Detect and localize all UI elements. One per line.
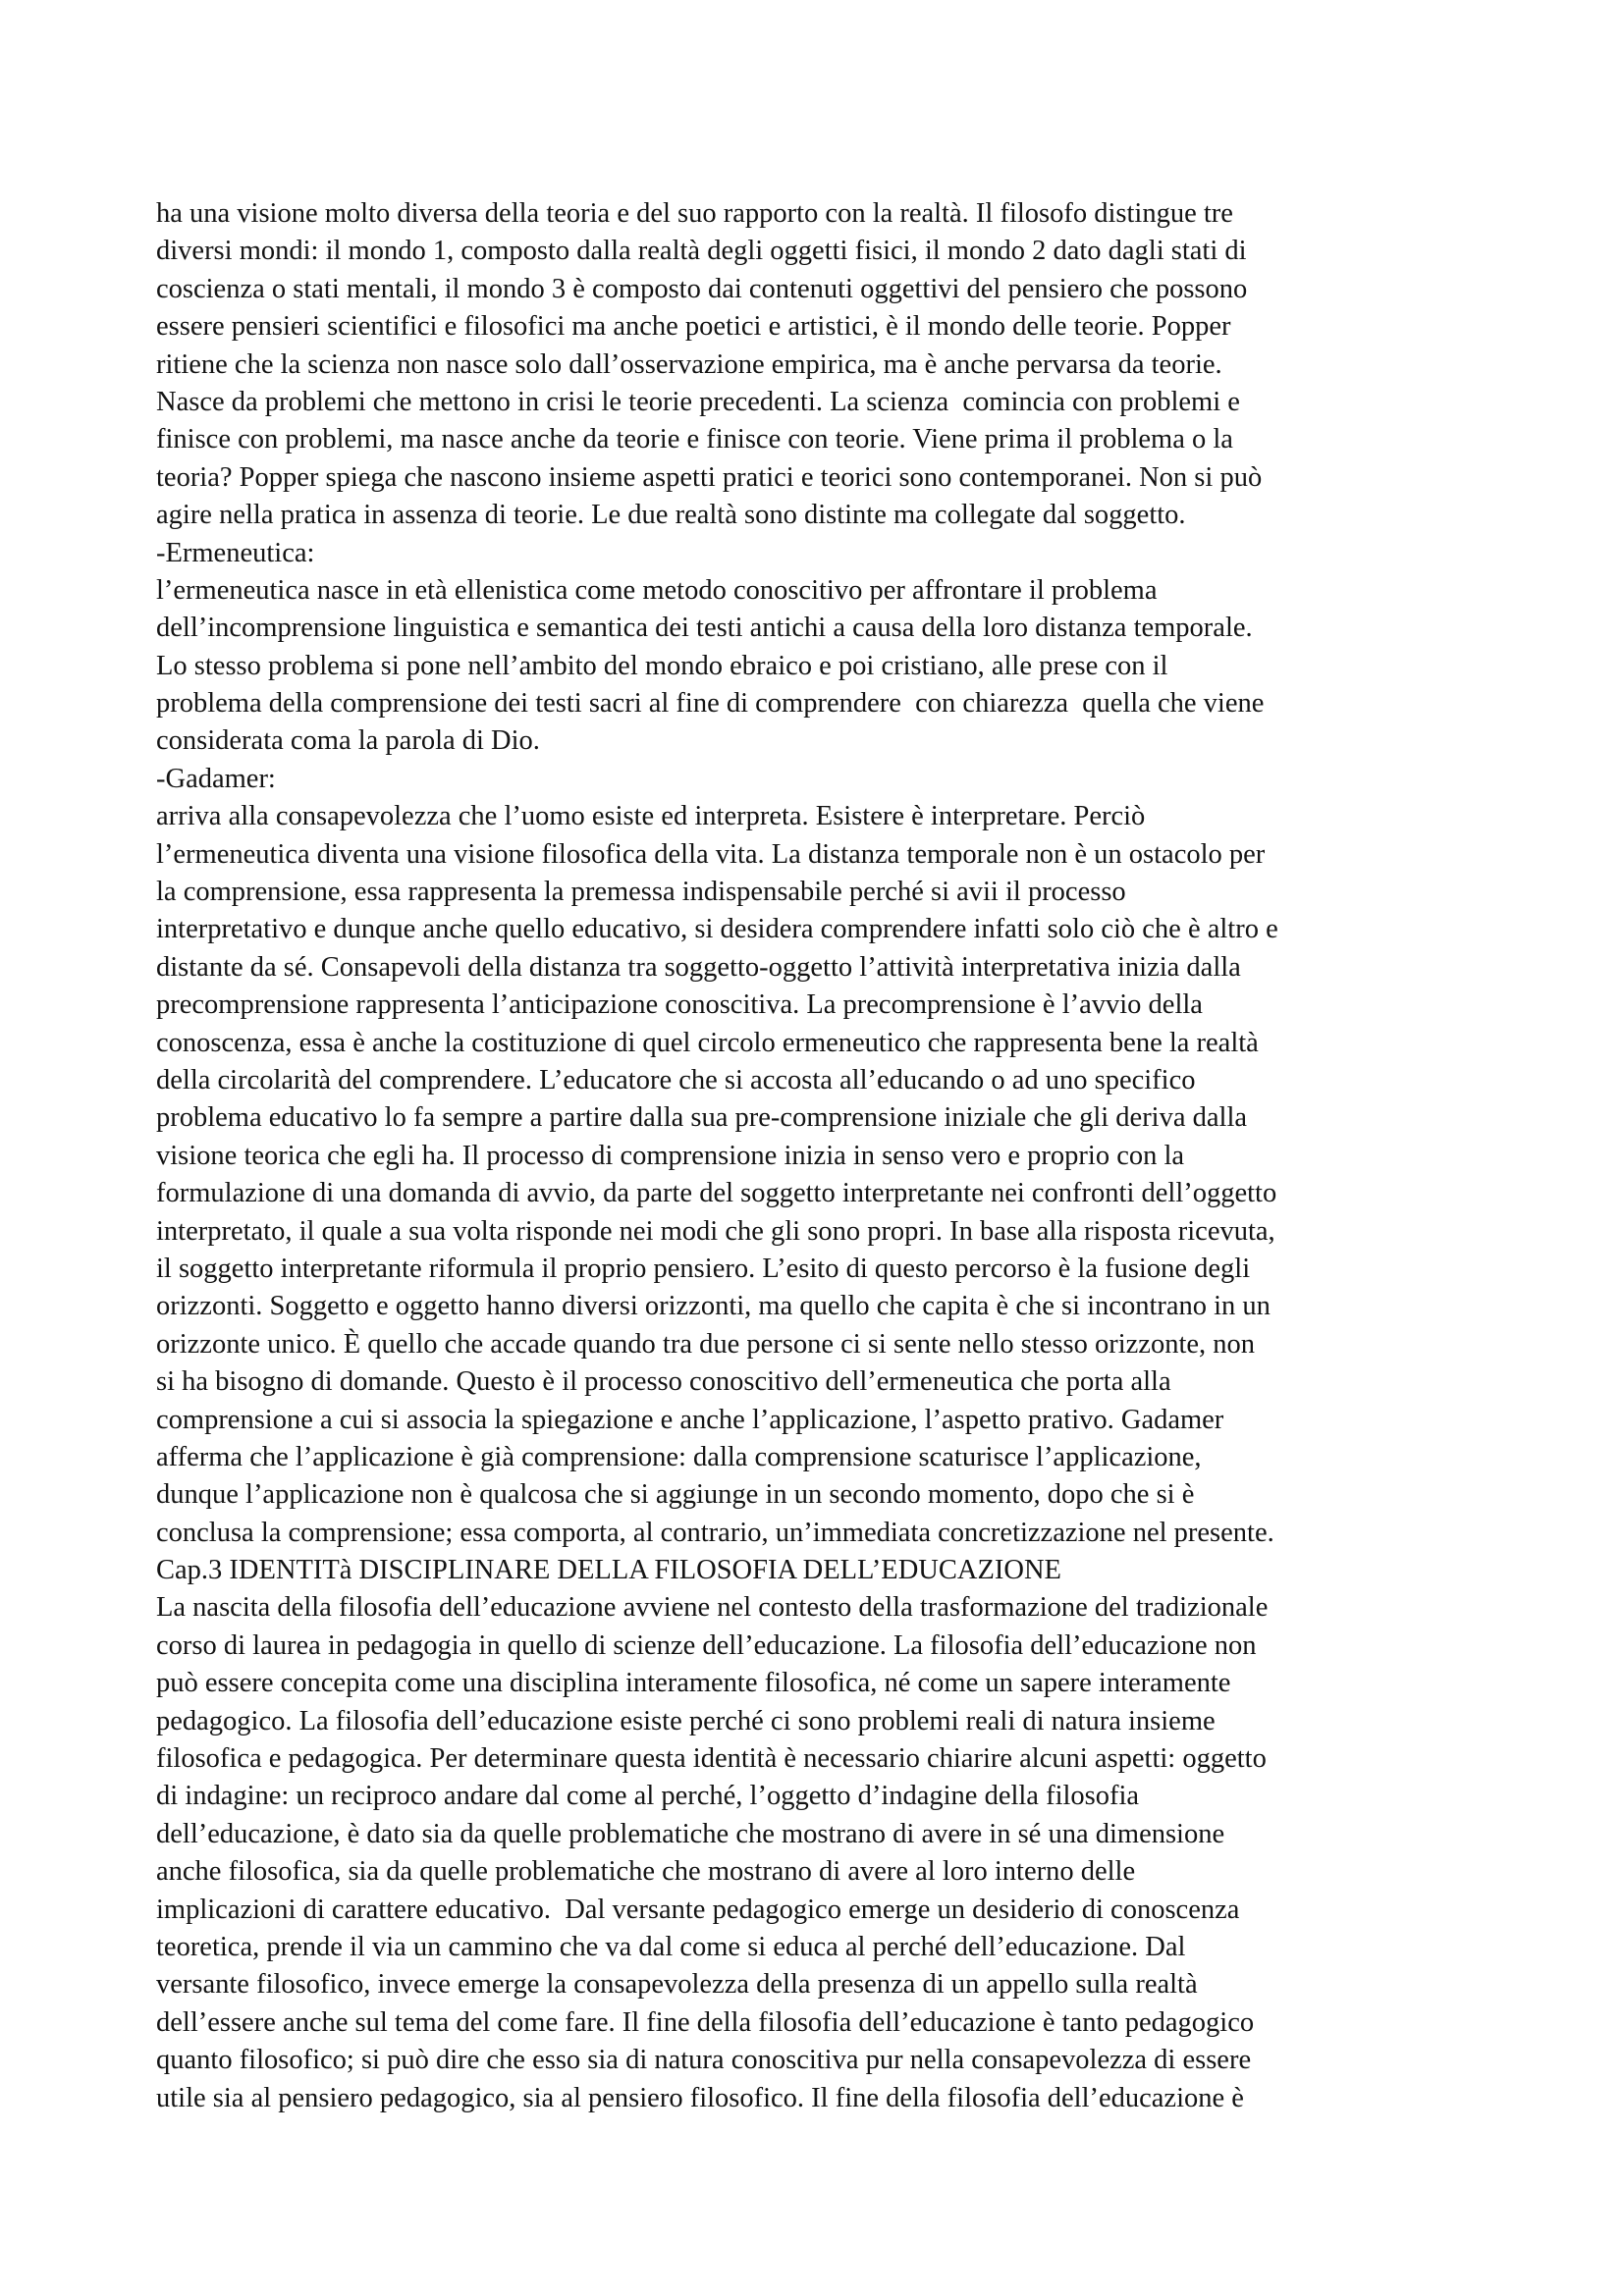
text-line: -Ermeneutica:	[156, 537, 315, 568]
text-line: agire nella pratica in assenza di teorie. Le due realtà sono distinte ma collegate dal soggetto.	[156, 500, 1186, 531]
text-line: visione teorica che egli ha. Il processo di comprensione inizia in senso vero e proprio con la	[156, 1140, 1185, 1171]
text-line: Nasce da problemi che mettono in crisi le teorie precedenti. La scienza comincia con problemi e	[156, 386, 1240, 417]
text-line: pedagogico. La filosofia dell’educazione esiste perché ci sono problemi reali di natura insieme	[156, 1705, 1216, 1736]
text-line: orizzonte unico. È quello che accade quando tra due persone ci si sente nello stesso orizzonte, non	[156, 1328, 1256, 1360]
text-line: versante filosofico, invece emerge la consapevolezza della presenza di un appello sulla realtà	[156, 1969, 1198, 2001]
text-line: -Gadamer:	[156, 763, 276, 794]
text-line: essere pensieri scientifici e filosofici ma anche poetici e artistici, è il mondo delle teorie. Popper	[156, 311, 1231, 343]
text-line: distante da sé. Consapevoli della distanza tra soggetto-oggetto l’attività interpretativa inizia dalla	[156, 951, 1241, 983]
text-line: comprensione a cui si associa la spiegazione e anche l’applicazione, l’aspetto prativo. Gadamer	[156, 1404, 1224, 1435]
text-line: Lo stesso problema si pone nell’ambito del mondo ebraico e poi cristiano, alle prese con il	[156, 650, 1168, 681]
text-line: implicazioni di carattere educativo. Dal versante pedagogico emerge un desiderio di conoscenza	[156, 1894, 1240, 1925]
text-line: arriva alla consapevolezza che l’uomo esiste ed interpreta. Esistere è interpretare. Perciò	[156, 801, 1146, 832]
text-line: problema educativo lo fa sempre a partire dalla sua pre-comprensione iniziale che gli deriva dalla	[156, 1102, 1248, 1134]
text-line: dell’incomprensione linguistica e semantica dei testi antichi a causa della loro distanza temporale.	[156, 613, 1253, 644]
text-line: utile sia al pensiero pedagogico, sia al pensiero filosofico. Il fine della filosofia dell’educazione è	[156, 2082, 1244, 2113]
text-line: precomprensione rappresenta l’anticipazione conoscitiva. La precomprensione è l’avvio della	[156, 989, 1203, 1021]
text-line: conclusa la comprensione; essa comporta, al contrario, un’immediata concretizzazione nel presente.	[156, 1517, 1274, 1548]
text-line: filosofica e pedagogica. Per determinare questa identità è necessario chiarire alcuni aspetti: oggetto	[156, 1743, 1267, 1775]
text-line: della circolarità del comprendere. L’educatore che si accosta all’educando o ad uno specifico	[156, 1064, 1196, 1095]
text-line: teoretica, prende il via un cammino che va dal come si educa al perché dell’educazione. Dal	[156, 1931, 1186, 1962]
text-line: dell’essere anche sul tema del come fare. Il fine della filosofia dell’educazione è tanto pedagogico	[156, 2006, 1255, 2038]
text-line: ha una visione molto diversa della teoria e del suo rapporto con la realtà. Il filosofo distingue tre	[156, 198, 1233, 229]
text-line: teoria? Popper spiega che nascono insieme aspetti pratici e teorici sono contemporanei. Non si può	[156, 461, 1263, 493]
text-line: dunque l’applicazione non è qualcosa che si aggiunge in un secondo momento, dopo che si è	[156, 1479, 1195, 1511]
text-line: finisce con problemi, ma nasce anche da teorie e finisce con teorie. Viene prima il problema o la	[156, 424, 1233, 455]
text-line: conoscenza, essa è anche la costituzione di quel circolo ermeneutico che rappresenta bene la realtà	[156, 1027, 1259, 1058]
text-line: La nascita della filosofia dell’educazione avviene nel contesto della trasformazione del tradizionale	[156, 1592, 1269, 1624]
document-page	[156, 195, 1491, 2117]
text-line: ritiene che la scienza non nasce solo dall’osservazione empirica, ma è anche pervarsa da teorie.	[156, 348, 1222, 380]
text-line: problema della comprensione dei testi sacri al fine di comprendere con chiarezza quella che viene	[156, 688, 1265, 720]
text-line: coscienza o stati mentali, il mondo 3 è composto dai contenuti oggettivi del pensiero che possono	[156, 273, 1248, 304]
text-line: l’ermeneutica nasce in età ellenistica come metodo conoscitivo per affrontare il problema	[156, 574, 1158, 606]
text-line: dell’educazione, è dato sia da quelle problematiche che mostrano di avere in sé una dimensione	[156, 1818, 1225, 1849]
text-line: si ha bisogno di domande. Questo è il processo conoscitivo dell’ermeneutica che porta alla	[156, 1366, 1171, 1398]
text-line: anche filosofica, sia da quelle problematiche che mostrano di avere al loro interno delle	[156, 1856, 1136, 1888]
text-line: interpretato, il quale a sua volta risponde nei modi che gli sono propri. In base alla risposta ricevuta,	[156, 1215, 1275, 1247]
text-line: afferma che l’applicazione è già comprensione: dalla comprensione scaturisce l’applicazione,	[156, 1441, 1202, 1472]
text-line: può essere concepita come una disciplina interamente filosofica, né come un sapere interamente	[156, 1668, 1231, 1699]
text-line: il soggetto interpretante riformula il proprio pensiero. L’esito di questo percorso è la fusione degli	[156, 1253, 1251, 1284]
text-line: orizzonti. Soggetto e oggetto hanno diversi orizzonti, ma quello che capita è che si incontrano in un	[156, 1291, 1271, 1322]
text-line: la comprensione, essa rappresenta la premessa indispensabile perché si avii il processo	[156, 877, 1126, 908]
text-line: di indagine: un reciproco andare dal come al perché, l’oggetto d’indagine della filosofia	[156, 1781, 1140, 1812]
text-line: l’ermeneutica diventa una visione filosofica della vita. La distanza temporale non è un ostacolo per	[156, 838, 1266, 870]
text-line: considerata coma la parola di Dio.	[156, 725, 540, 757]
text-line: quanto filosofico; si può dire che esso sia di natura conoscitiva pur nella consapevolezza di essere	[156, 2045, 1252, 2076]
text-line: Cap.3 IDENTITà DISCIPLINARE DELLA FILOSOFIA DELL’EDUCAZIONE	[156, 1555, 1061, 1586]
text-line: interpretativo e dunque anche quello educativo, si desidera comprendere infatti solo ciò che è altro e	[156, 914, 1278, 945]
text-line: formulazione di una domanda di avvio, da parte del soggetto interpretante nei confronti dell’oggetto	[156, 1178, 1277, 1209]
text-line: diversi mondi: il mondo 1, composto dalla realtà degli oggetti fisici, il mondo 2 dato dagli stati di	[156, 236, 1247, 267]
text-line: corso di laurea in pedagogia in quello di scienze dell’educazione. La filosofia dell’educazione non	[156, 1629, 1257, 1661]
